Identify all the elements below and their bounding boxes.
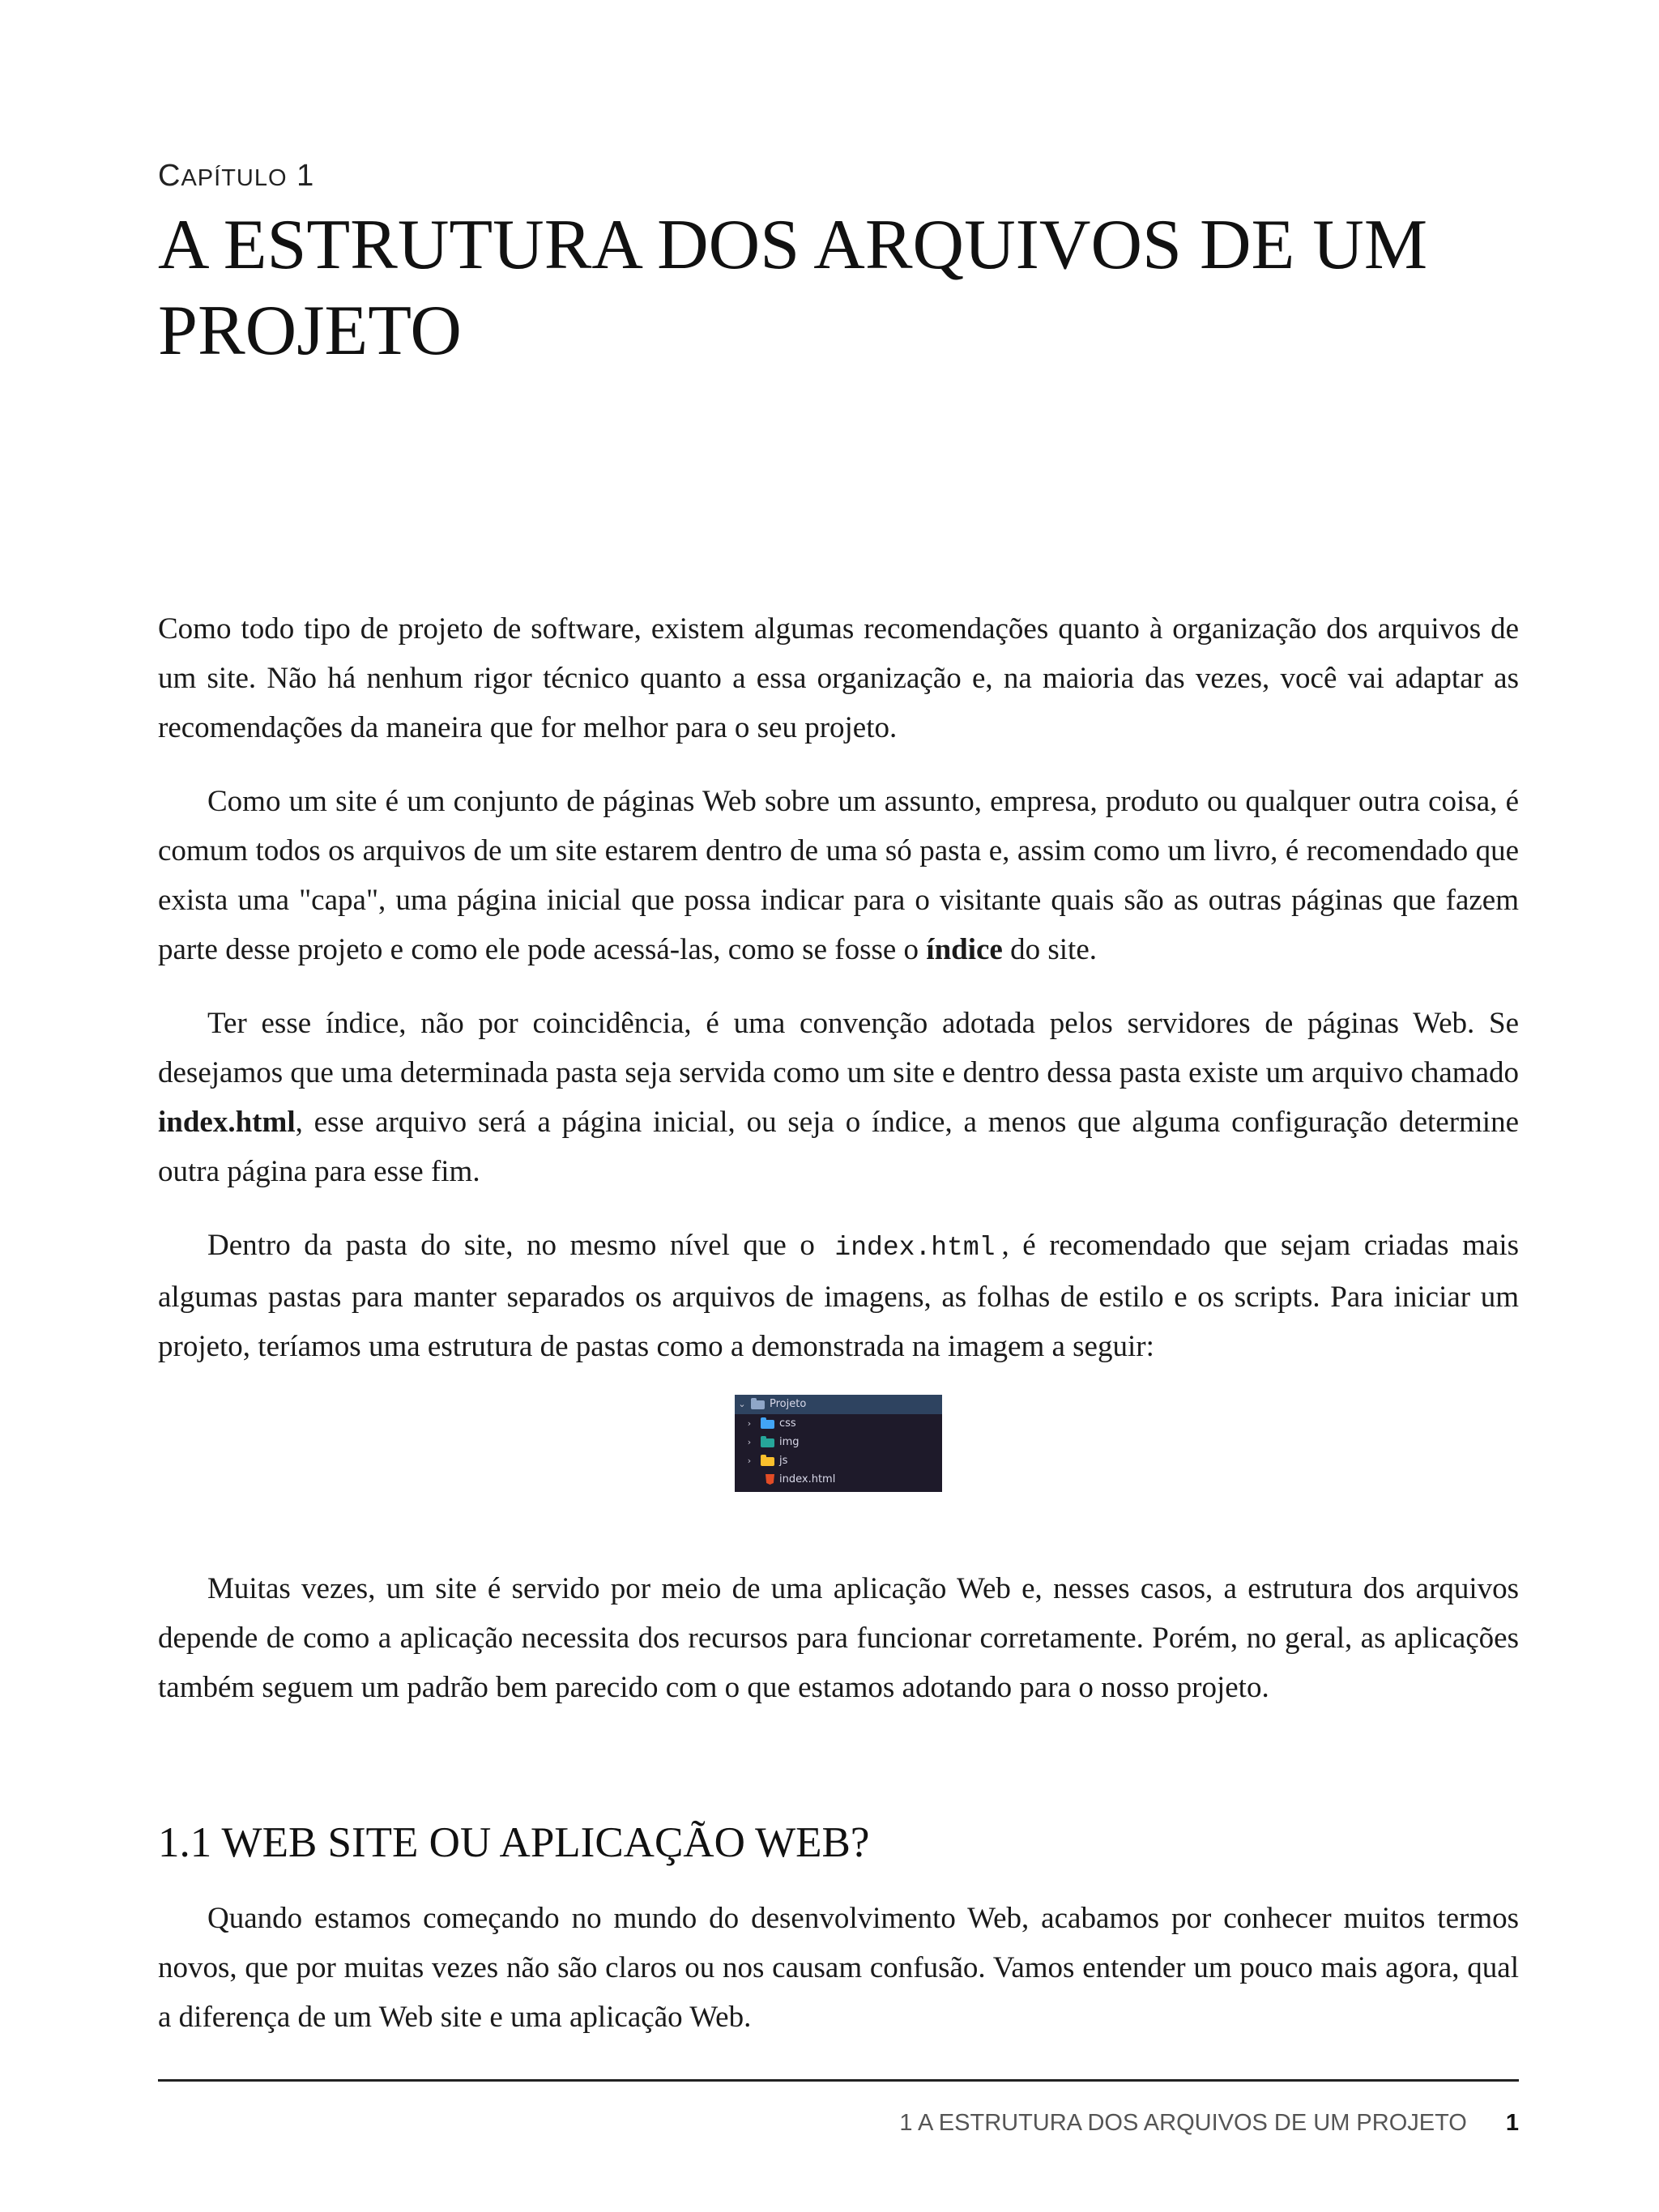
page xyxy=(158,0,1519,2212)
tree-label-root: Projeto xyxy=(770,1398,807,1410)
chapter-label-initial: C xyxy=(158,159,181,193)
css-folder-icon xyxy=(761,1420,774,1429)
tree-label-index: index.html xyxy=(779,1473,836,1485)
paragraph-4-text-b: , é recomendado que sejam criadas mais algumas pastas para manter separados os arquivos de imagens, as folhas de estilo e os scripts. Para iniciar um projeto, teríamos uma estrutura de pastas como a demonstrada na imagem a seguir: xyxy=(158,1229,1519,1363)
tree-row-css xyxy=(735,1414,942,1433)
paragraph-3-text-a: Ter esse índice, não por coincidência, é uma convenção adotada pelos servidores de páginas Web. Se desejamos que uma determinada pasta seja servida como um site e dentro dessa pasta existe um arquivo chamado xyxy=(158,1007,1519,1089)
chapter-label-rest: APÍTULO xyxy=(181,165,288,191)
js-folder-icon xyxy=(761,1457,774,1466)
chevron-right-icon: › xyxy=(747,1418,752,1429)
section-text xyxy=(158,1894,1519,2066)
html5-file-icon xyxy=(766,1474,774,1485)
tree-row-root xyxy=(735,1395,942,1414)
tree-label-js: js xyxy=(779,1455,788,1467)
page-number: 1 xyxy=(1505,2110,1519,2136)
paragraph-6: Quando estamos começando no mundo do desenvolvimento Web, acabamos por conhecer muitos termos novos, que por muitas vezes não são claros ou nos causam confusão. Vamos entender um pouco mais agora, qual a diferença de um Web site e uma aplicação Web. xyxy=(158,1902,1519,2034)
chevron-right-icon: › xyxy=(747,1437,752,1447)
intro-text xyxy=(158,604,1519,1396)
paragraph-2 xyxy=(158,777,1519,974)
section-title: 1.1 WEB SITE OU APLICAÇÃO WEB? xyxy=(158,1819,870,1866)
chevron-right-icon: › xyxy=(747,1455,752,1466)
footer-running-title: 1 A ESTRUTURA DOS ARQUIVOS DE UM PROJETO xyxy=(899,2110,1467,2136)
image-folder-icon xyxy=(761,1438,774,1447)
footer xyxy=(899,2110,1519,2137)
post-figure-text xyxy=(158,1564,1519,1737)
paragraph-4 xyxy=(158,1221,1519,1371)
paragraph-3-text-b: , esse arquivo será a página inicial, ou seja o índice, a menos que alguma configuração determine outra página para esse fim. xyxy=(158,1106,1519,1188)
paragraph-4-text-a: Dentro da pasta do site, no mesmo nível que o xyxy=(207,1229,815,1262)
folder-icon xyxy=(751,1400,765,1409)
chapter-number: 1 xyxy=(296,159,315,193)
paragraph-3 xyxy=(158,999,1519,1196)
footer-rule xyxy=(158,2079,1519,2082)
tree-row-index xyxy=(735,1470,942,1489)
chapter-title: A ESTRUTURA DOS ARQUIVOS DE UM PROJETO xyxy=(158,206,1428,370)
folder-structure-figure xyxy=(735,1395,942,1492)
tree-row-img xyxy=(735,1433,942,1451)
chapter-label xyxy=(158,159,314,194)
paragraph-5: Muitas vezes, um site é servido por meio de uma aplicação Web e, nesses casos, a estrutura dos arquivos depende de como a aplicação necessita dos recursos para funcionar corretamente. Porém, no geral, as aplicações também seguem um padrão bem parecido com o que estamos adotando para o nosso projeto. xyxy=(158,1572,1519,1704)
paragraph-1: Como todo tipo de projeto de software, existem algumas recomendações quanto à organização dos arquivos de um site. Não há nenhum rigor técnico quanto a essa organização e, na maioria das vezes, você vai adaptar as recomendações da maneira que for melhor para o seu projeto. xyxy=(158,612,1519,744)
paragraph-2-text-b: do site. xyxy=(1002,933,1097,966)
chevron-down-icon: ⌄ xyxy=(738,1399,746,1409)
tree-label-img: img xyxy=(779,1436,800,1448)
paragraph-3-bold: index.html xyxy=(158,1106,296,1139)
tree-row-js xyxy=(735,1451,942,1470)
paragraph-2-bold: índice xyxy=(926,933,1003,966)
paragraph-2-text-a: Como um site é um conjunto de páginas Web sobre um assunto, empresa, produto ou qualquer outra coisa, é comum todos os arquivos de um site estarem dentro de uma só pasta e, assim como um livro, é recomendado que exista uma "capa", uma página inicial que possa indicar para o visitante quais são as outras páginas que fazem parte desse projeto e como ele pode acessá-las, como se fosse o xyxy=(158,785,1519,966)
paragraph-4-code: index.html xyxy=(834,1233,996,1263)
tree-label-css: css xyxy=(779,1417,796,1430)
